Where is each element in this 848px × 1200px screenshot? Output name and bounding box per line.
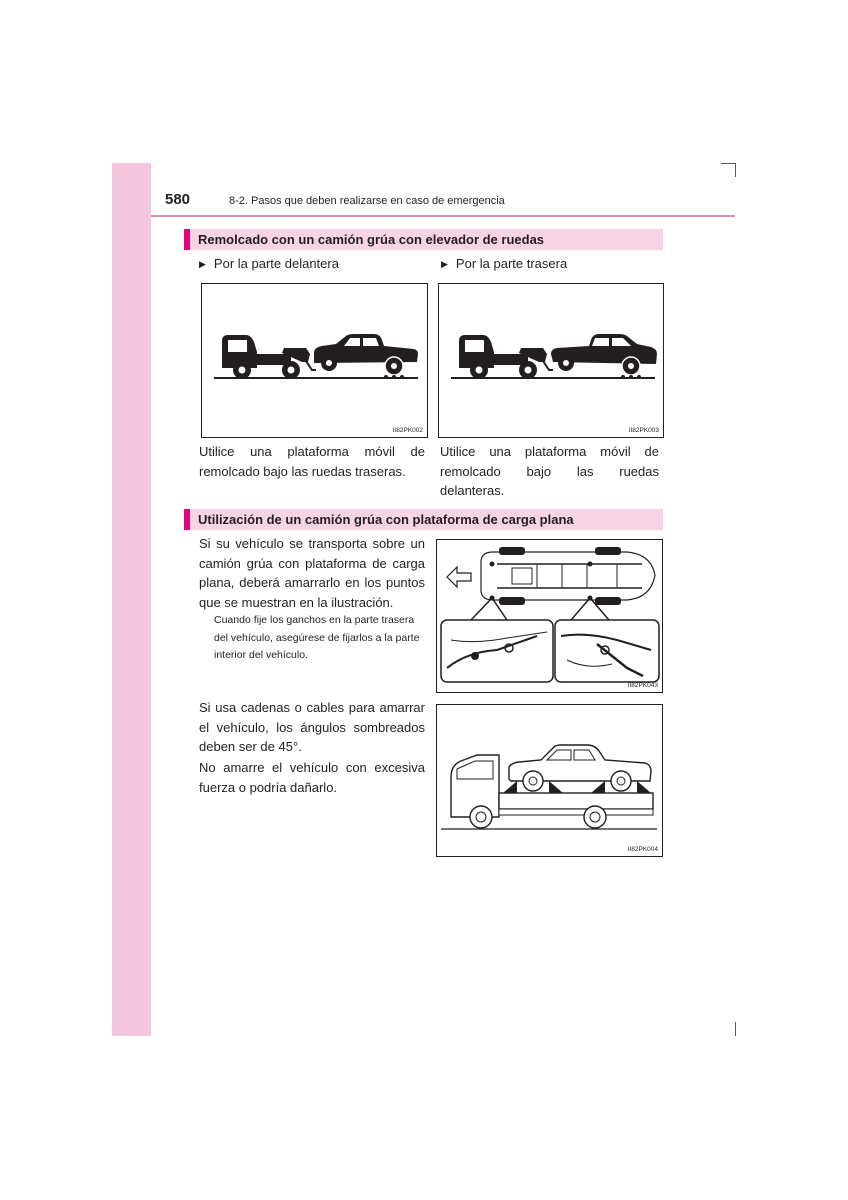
note-rear-hooks: Cuando fije los ganchos en la parte trasera del vehículo, asegúrese de fijarlos a la parte interior del vehículo. bbox=[214, 614, 420, 661]
header-rule bbox=[151, 215, 735, 217]
figure-flatbed-transport bbox=[436, 704, 663, 857]
crop-mark-bottom-right bbox=[735, 1022, 736, 1036]
tow-rear-illustration bbox=[439, 284, 665, 439]
triangle-bullet-icon: ▶ bbox=[441, 259, 448, 269]
tie-down-illustration bbox=[437, 540, 664, 694]
caption-rear: Utilice una plataforma móvil de remolcado bajo las ruedas delanteras. bbox=[440, 444, 659, 498]
figure-tow-front bbox=[201, 283, 428, 438]
section-heading-wheel-lift bbox=[184, 229, 663, 250]
figure-code: II82PK003 bbox=[628, 427, 659, 434]
chapter-title: 8-2. Pasos que deben realizarse en caso de emergencia bbox=[229, 195, 505, 207]
triangle-bullet-icon: ▶ bbox=[199, 259, 206, 269]
caption-front: Utilice una plataforma móvil de remolcado bajo las ruedas traseras. bbox=[199, 444, 425, 479]
side-color-band bbox=[112, 163, 151, 1036]
flatbed-illustration bbox=[437, 705, 664, 858]
tow-front-illustration bbox=[202, 284, 429, 439]
bullet-rear-label: Por la parte trasera bbox=[455, 256, 568, 271]
figure-code: II82PK043 bbox=[627, 682, 658, 689]
figure-tow-rear bbox=[438, 283, 664, 438]
paragraph-flatbed-intro: Si su vehículo se transporta sobre un camión grúa con plataforma de carga plana, deberá amarrarlo en los puntos que se muestran en la ilustración. bbox=[199, 536, 425, 610]
crop-mark-top-right-vertical bbox=[735, 163, 736, 177]
section-heading-flatbed bbox=[184, 509, 663, 530]
section-heading-text: Utilización de un camión grúa con plataforma de carga plana bbox=[198, 512, 574, 527]
paragraph-warning: No amarre el vehículo con excesiva fuerza o podría dañarlo. bbox=[199, 760, 425, 795]
paragraph-chains-angle: Si usa cadenas o cables para amarrar el vehículo, los ángulos sombreados deben ser de 45°. bbox=[199, 700, 425, 754]
bullet-rear bbox=[441, 256, 567, 271]
figure-code: II82PK004 bbox=[627, 846, 658, 853]
figure-code: II82PK002 bbox=[392, 427, 423, 434]
bullet-front bbox=[199, 256, 339, 271]
page-number: 580 bbox=[165, 191, 191, 208]
section-heading-text: Remolcado con un camión grúa con elevador de ruedas bbox=[198, 232, 545, 247]
figure-tie-down-points bbox=[436, 539, 663, 693]
crop-mark-top-right bbox=[721, 163, 735, 164]
bullet-front-label: Por la parte delantera bbox=[213, 256, 339, 271]
